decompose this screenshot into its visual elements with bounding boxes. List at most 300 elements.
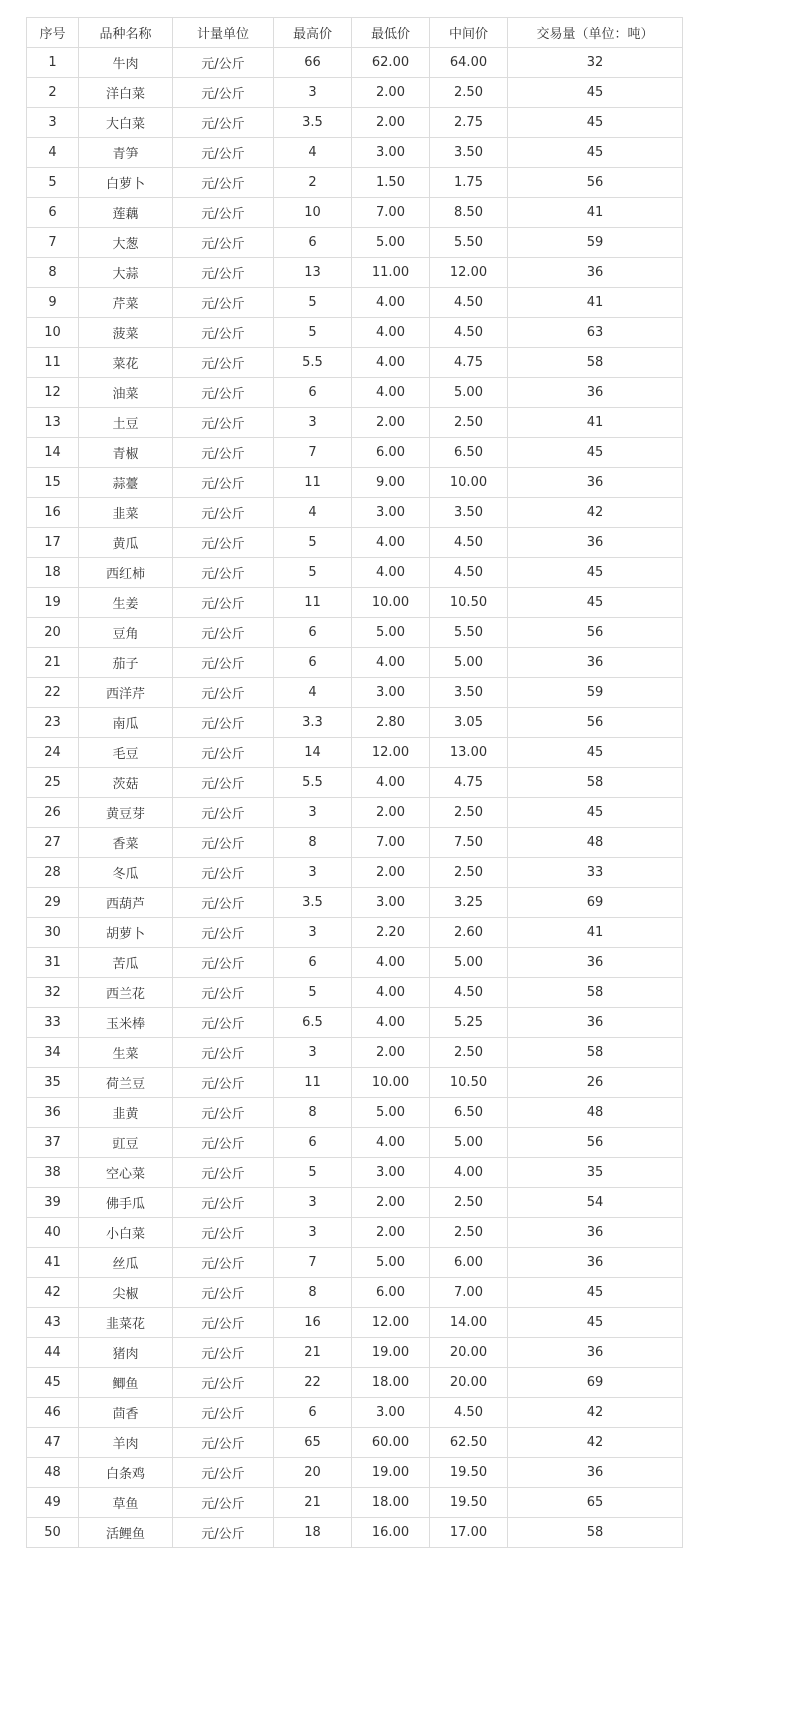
cell-index: 49 — [27, 1488, 79, 1518]
table-row — [27, 978, 683, 1008]
cell-index: 22 — [27, 678, 79, 708]
cell-middle-price: 12.00 — [430, 258, 508, 288]
cell-middle-price: 3.50 — [430, 138, 508, 168]
table-header — [27, 18, 683, 48]
cell-lowest-price: 60.00 — [352, 1428, 430, 1458]
cell-variety-name: 南瓜 — [79, 708, 173, 738]
cell-highest-price: 6 — [274, 1128, 352, 1158]
cell-trade-volume: 56 — [508, 708, 683, 738]
cell-highest-price: 6 — [274, 648, 352, 678]
cell-variety-name: 冬瓜 — [79, 858, 173, 888]
cell-variety-name: 空心菜 — [79, 1158, 173, 1188]
cell-middle-price: 20.00 — [430, 1338, 508, 1368]
cell-middle-price: 3.50 — [430, 678, 508, 708]
cell-unit: 元/公斤 — [173, 1038, 274, 1068]
cell-variety-name: 胡萝卜 — [79, 918, 173, 948]
cell-highest-price: 16 — [274, 1308, 352, 1338]
cell-highest-price: 5 — [274, 288, 352, 318]
cell-middle-price: 2.50 — [430, 1218, 508, 1248]
cell-highest-price: 20 — [274, 1458, 352, 1488]
cell-unit: 元/公斤 — [173, 618, 274, 648]
cell-trade-volume: 58 — [508, 1038, 683, 1068]
cell-highest-price: 3 — [274, 1038, 352, 1068]
cell-index: 24 — [27, 738, 79, 768]
cell-variety-name: 生姜 — [79, 588, 173, 618]
cell-index: 26 — [27, 798, 79, 828]
cell-lowest-price: 1.50 — [352, 168, 430, 198]
cell-middle-price: 4.75 — [430, 768, 508, 798]
cell-highest-price: 4 — [274, 678, 352, 708]
header-index: 序号 — [27, 18, 79, 48]
cell-trade-volume: 33 — [508, 858, 683, 888]
cell-lowest-price: 7.00 — [352, 828, 430, 858]
table-row — [27, 558, 683, 588]
cell-variety-name: 蒜薹 — [79, 468, 173, 498]
cell-unit: 元/公斤 — [173, 1068, 274, 1098]
table-row — [27, 438, 683, 468]
cell-middle-price: 2.50 — [430, 408, 508, 438]
cell-highest-price: 18 — [274, 1518, 352, 1548]
cell-index: 32 — [27, 978, 79, 1008]
cell-lowest-price: 7.00 — [352, 198, 430, 228]
cell-middle-price: 2.50 — [430, 858, 508, 888]
cell-unit: 元/公斤 — [173, 768, 274, 798]
cell-trade-volume: 45 — [508, 558, 683, 588]
cell-middle-price: 5.50 — [430, 618, 508, 648]
cell-trade-volume: 41 — [508, 408, 683, 438]
cell-unit: 元/公斤 — [173, 1218, 274, 1248]
cell-lowest-price: 4.00 — [352, 378, 430, 408]
table-row — [27, 168, 683, 198]
cell-trade-volume: 26 — [508, 1068, 683, 1098]
cell-lowest-price: 3.00 — [352, 1158, 430, 1188]
cell-index: 33 — [27, 1008, 79, 1038]
cell-variety-name: 小白菜 — [79, 1218, 173, 1248]
cell-lowest-price: 5.00 — [352, 1098, 430, 1128]
table-row — [27, 378, 683, 408]
cell-index: 27 — [27, 828, 79, 858]
cell-unit: 元/公斤 — [173, 558, 274, 588]
cell-variety-name: 大白菜 — [79, 108, 173, 138]
cell-trade-volume: 45 — [508, 78, 683, 108]
cell-lowest-price: 2.00 — [352, 798, 430, 828]
cell-middle-price: 2.50 — [430, 1188, 508, 1218]
cell-trade-volume: 45 — [508, 1278, 683, 1308]
cell-highest-price: 5 — [274, 558, 352, 588]
cell-lowest-price: 5.00 — [352, 618, 430, 648]
cell-middle-price: 19.50 — [430, 1458, 508, 1488]
cell-unit: 元/公斤 — [173, 948, 274, 978]
header-row — [27, 18, 683, 48]
cell-index: 37 — [27, 1128, 79, 1158]
cell-unit: 元/公斤 — [173, 1128, 274, 1158]
cell-middle-price: 5.00 — [430, 648, 508, 678]
table-row — [27, 258, 683, 288]
cell-index: 18 — [27, 558, 79, 588]
cell-lowest-price: 5.00 — [352, 1248, 430, 1278]
cell-lowest-price: 19.00 — [352, 1458, 430, 1488]
table-row — [27, 648, 683, 678]
cell-variety-name: 尖椒 — [79, 1278, 173, 1308]
cell-index: 6 — [27, 198, 79, 228]
cell-unit: 元/公斤 — [173, 528, 274, 558]
cell-highest-price: 3 — [274, 1188, 352, 1218]
header-lowest-price: 最低价 — [352, 18, 430, 48]
cell-trade-volume: 56 — [508, 168, 683, 198]
cell-unit: 元/公斤 — [173, 168, 274, 198]
table-row — [27, 108, 683, 138]
cell-variety-name: 猪肉 — [79, 1338, 173, 1368]
cell-index: 19 — [27, 588, 79, 618]
cell-lowest-price: 4.00 — [352, 1008, 430, 1038]
table-row — [27, 828, 683, 858]
table-row — [27, 48, 683, 78]
cell-lowest-price: 4.00 — [352, 948, 430, 978]
cell-middle-price: 1.75 — [430, 168, 508, 198]
cell-trade-volume: 58 — [508, 768, 683, 798]
cell-lowest-price: 4.00 — [352, 768, 430, 798]
cell-trade-volume: 36 — [508, 528, 683, 558]
cell-lowest-price: 3.00 — [352, 1398, 430, 1428]
table-row — [27, 1188, 683, 1218]
cell-highest-price: 8 — [274, 1278, 352, 1308]
cell-variety-name: 羊肉 — [79, 1428, 173, 1458]
cell-variety-name: 丝瓜 — [79, 1248, 173, 1278]
cell-trade-volume: 36 — [508, 378, 683, 408]
cell-trade-volume: 36 — [508, 258, 683, 288]
table-row — [27, 78, 683, 108]
cell-lowest-price: 10.00 — [352, 1068, 430, 1098]
cell-lowest-price: 2.00 — [352, 858, 430, 888]
cell-variety-name: 大蒜 — [79, 258, 173, 288]
cell-trade-volume: 54 — [508, 1188, 683, 1218]
cell-variety-name: 白萝卜 — [79, 168, 173, 198]
cell-index: 46 — [27, 1398, 79, 1428]
cell-lowest-price: 2.80 — [352, 708, 430, 738]
cell-middle-price: 2.50 — [430, 798, 508, 828]
cell-highest-price: 5 — [274, 978, 352, 1008]
cell-index: 21 — [27, 648, 79, 678]
header-trade-volume: 交易量（单位：吨） — [508, 18, 683, 48]
cell-lowest-price: 4.00 — [352, 318, 430, 348]
cell-unit: 元/公斤 — [173, 78, 274, 108]
cell-lowest-price: 19.00 — [352, 1338, 430, 1368]
table-row — [27, 918, 683, 948]
cell-trade-volume: 59 — [508, 678, 683, 708]
cell-highest-price: 6 — [274, 948, 352, 978]
cell-variety-name: 草鱼 — [79, 1488, 173, 1518]
cell-highest-price: 21 — [274, 1338, 352, 1368]
cell-index: 14 — [27, 438, 79, 468]
table-row — [27, 768, 683, 798]
cell-unit: 元/公斤 — [173, 468, 274, 498]
cell-highest-price: 6 — [274, 378, 352, 408]
cell-lowest-price: 12.00 — [352, 1308, 430, 1338]
table-row — [27, 468, 683, 498]
cell-trade-volume: 48 — [508, 1098, 683, 1128]
cell-index: 42 — [27, 1278, 79, 1308]
cell-lowest-price: 2.00 — [352, 78, 430, 108]
cell-middle-price: 13.00 — [430, 738, 508, 768]
cell-highest-price: 5 — [274, 1158, 352, 1188]
header-variety-name: 品种名称 — [79, 18, 173, 48]
cell-lowest-price: 2.20 — [352, 918, 430, 948]
table-row — [27, 1458, 683, 1488]
cell-unit: 元/公斤 — [173, 318, 274, 348]
cell-unit: 元/公斤 — [173, 888, 274, 918]
cell-variety-name: 土豆 — [79, 408, 173, 438]
cell-trade-volume: 45 — [508, 108, 683, 138]
cell-trade-volume: 56 — [508, 1128, 683, 1158]
cell-lowest-price: 4.00 — [352, 648, 430, 678]
cell-lowest-price: 10.00 — [352, 588, 430, 618]
cell-unit: 元/公斤 — [173, 918, 274, 948]
cell-lowest-price: 2.00 — [352, 1188, 430, 1218]
table-row — [27, 288, 683, 318]
table-row — [27, 1308, 683, 1338]
table-row — [27, 708, 683, 738]
cell-unit: 元/公斤 — [173, 798, 274, 828]
cell-index: 9 — [27, 288, 79, 318]
cell-unit: 元/公斤 — [173, 648, 274, 678]
cell-unit: 元/公斤 — [173, 378, 274, 408]
cell-middle-price: 5.00 — [430, 378, 508, 408]
cell-unit: 元/公斤 — [173, 1188, 274, 1218]
table-row — [27, 1518, 683, 1548]
cell-index: 20 — [27, 618, 79, 648]
cell-variety-name: 菠菜 — [79, 318, 173, 348]
table-row — [27, 348, 683, 378]
cell-middle-price: 4.75 — [430, 348, 508, 378]
cell-variety-name: 大葱 — [79, 228, 173, 258]
price-table — [26, 17, 683, 1548]
table-row — [27, 1218, 683, 1248]
cell-lowest-price: 4.00 — [352, 288, 430, 318]
cell-middle-price: 20.00 — [430, 1368, 508, 1398]
cell-variety-name: 西葫芦 — [79, 888, 173, 918]
cell-unit: 元/公斤 — [173, 828, 274, 858]
cell-trade-volume: 69 — [508, 888, 683, 918]
cell-index: 29 — [27, 888, 79, 918]
cell-highest-price: 11 — [274, 1068, 352, 1098]
cell-middle-price: 5.00 — [430, 1128, 508, 1158]
cell-variety-name: 生菜 — [79, 1038, 173, 1068]
cell-lowest-price: 4.00 — [352, 978, 430, 1008]
table-row — [27, 948, 683, 978]
cell-middle-price: 10.50 — [430, 1068, 508, 1098]
cell-index: 12 — [27, 378, 79, 408]
cell-middle-price: 4.00 — [430, 1158, 508, 1188]
cell-index: 15 — [27, 468, 79, 498]
price-table-container — [26, 17, 682, 1548]
cell-index: 31 — [27, 948, 79, 978]
table-row — [27, 678, 683, 708]
cell-index: 50 — [27, 1518, 79, 1548]
cell-lowest-price: 3.00 — [352, 498, 430, 528]
cell-variety-name: 豇豆 — [79, 1128, 173, 1158]
cell-highest-price: 14 — [274, 738, 352, 768]
cell-index: 7 — [27, 228, 79, 258]
cell-trade-volume: 42 — [508, 498, 683, 528]
cell-variety-name: 茄子 — [79, 648, 173, 678]
cell-trade-volume: 32 — [508, 48, 683, 78]
cell-index: 5 — [27, 168, 79, 198]
cell-middle-price: 64.00 — [430, 48, 508, 78]
cell-highest-price: 3 — [274, 408, 352, 438]
cell-unit: 元/公斤 — [173, 678, 274, 708]
table-row — [27, 798, 683, 828]
table-row — [27, 1368, 683, 1398]
cell-lowest-price: 2.00 — [352, 1218, 430, 1248]
table-row — [27, 1038, 683, 1068]
cell-highest-price: 8 — [274, 1098, 352, 1128]
cell-variety-name: 黄豆芽 — [79, 798, 173, 828]
cell-highest-price: 4 — [274, 498, 352, 528]
cell-unit: 元/公斤 — [173, 348, 274, 378]
table-row — [27, 1128, 683, 1158]
cell-trade-volume: 48 — [508, 828, 683, 858]
cell-index: 44 — [27, 1338, 79, 1368]
cell-unit: 元/公斤 — [173, 1008, 274, 1038]
cell-index: 47 — [27, 1428, 79, 1458]
cell-trade-volume: 42 — [508, 1428, 683, 1458]
cell-variety-name: 油菜 — [79, 378, 173, 408]
cell-lowest-price: 4.00 — [352, 1128, 430, 1158]
cell-middle-price: 5.00 — [430, 948, 508, 978]
cell-index: 35 — [27, 1068, 79, 1098]
cell-highest-price: 6 — [274, 618, 352, 648]
table-row — [27, 618, 683, 648]
cell-lowest-price: 4.00 — [352, 558, 430, 588]
table-row — [27, 198, 683, 228]
cell-index: 30 — [27, 918, 79, 948]
header-highest-price: 最高价 — [274, 18, 352, 48]
cell-middle-price: 17.00 — [430, 1518, 508, 1548]
cell-unit: 元/公斤 — [173, 438, 274, 468]
cell-middle-price: 19.50 — [430, 1488, 508, 1518]
cell-trade-volume: 58 — [508, 978, 683, 1008]
table-row — [27, 888, 683, 918]
cell-trade-volume: 69 — [508, 1368, 683, 1398]
cell-unit: 元/公斤 — [173, 1158, 274, 1188]
table-body — [27, 48, 683, 1548]
cell-trade-volume: 58 — [508, 1518, 683, 1548]
cell-lowest-price: 6.00 — [352, 438, 430, 468]
cell-middle-price: 4.50 — [430, 978, 508, 1008]
cell-variety-name: 鲫鱼 — [79, 1368, 173, 1398]
cell-unit: 元/公斤 — [173, 708, 274, 738]
cell-unit: 元/公斤 — [173, 1278, 274, 1308]
cell-middle-price: 14.00 — [430, 1308, 508, 1338]
cell-trade-volume: 36 — [508, 468, 683, 498]
cell-unit: 元/公斤 — [173, 498, 274, 528]
cell-variety-name: 韭菜 — [79, 498, 173, 528]
table-row — [27, 1428, 683, 1458]
cell-index: 25 — [27, 768, 79, 798]
cell-index: 13 — [27, 408, 79, 438]
cell-variety-name: 青笋 — [79, 138, 173, 168]
cell-highest-price: 11 — [274, 468, 352, 498]
cell-highest-price: 66 — [274, 48, 352, 78]
cell-unit: 元/公斤 — [173, 258, 274, 288]
cell-highest-price: 3 — [274, 798, 352, 828]
cell-variety-name: 洋白菜 — [79, 78, 173, 108]
cell-index: 36 — [27, 1098, 79, 1128]
table-row — [27, 1068, 683, 1098]
cell-highest-price: 22 — [274, 1368, 352, 1398]
cell-variety-name: 活鲤鱼 — [79, 1518, 173, 1548]
cell-lowest-price: 6.00 — [352, 1278, 430, 1308]
cell-unit: 元/公斤 — [173, 1098, 274, 1128]
cell-lowest-price: 62.00 — [352, 48, 430, 78]
cell-index: 23 — [27, 708, 79, 738]
cell-index: 45 — [27, 1368, 79, 1398]
cell-middle-price: 4.50 — [430, 318, 508, 348]
cell-highest-price: 3.5 — [274, 108, 352, 138]
cell-variety-name: 玉米棒 — [79, 1008, 173, 1038]
cell-variety-name: 韭黄 — [79, 1098, 173, 1128]
cell-index: 41 — [27, 1248, 79, 1278]
cell-unit: 元/公斤 — [173, 1458, 274, 1488]
cell-index: 17 — [27, 528, 79, 558]
table-row — [27, 1278, 683, 1308]
cell-highest-price: 11 — [274, 588, 352, 618]
cell-middle-price: 10.50 — [430, 588, 508, 618]
cell-trade-volume: 36 — [508, 648, 683, 678]
cell-highest-price: 7 — [274, 438, 352, 468]
header-middle-price: 中间价 — [430, 18, 508, 48]
table-row — [27, 1488, 683, 1518]
cell-middle-price: 6.50 — [430, 1098, 508, 1128]
cell-trade-volume: 56 — [508, 618, 683, 648]
cell-trade-volume: 45 — [508, 738, 683, 768]
cell-index: 38 — [27, 1158, 79, 1188]
cell-index: 28 — [27, 858, 79, 888]
cell-trade-volume: 45 — [508, 588, 683, 618]
cell-variety-name: 毛豆 — [79, 738, 173, 768]
cell-lowest-price: 11.00 — [352, 258, 430, 288]
cell-unit: 元/公斤 — [173, 228, 274, 258]
table-row — [27, 1098, 683, 1128]
cell-middle-price: 7.50 — [430, 828, 508, 858]
cell-highest-price: 6 — [274, 228, 352, 258]
table-row — [27, 528, 683, 558]
cell-trade-volume: 36 — [508, 1338, 683, 1368]
cell-lowest-price: 4.00 — [352, 348, 430, 378]
cell-trade-volume: 35 — [508, 1158, 683, 1188]
cell-highest-price: 13 — [274, 258, 352, 288]
cell-lowest-price: 18.00 — [352, 1368, 430, 1398]
table-row — [27, 858, 683, 888]
cell-unit: 元/公斤 — [173, 108, 274, 138]
cell-middle-price: 3.50 — [430, 498, 508, 528]
cell-trade-volume: 45 — [508, 1308, 683, 1338]
cell-unit: 元/公斤 — [173, 408, 274, 438]
cell-trade-volume: 36 — [508, 1008, 683, 1038]
cell-variety-name: 西洋芹 — [79, 678, 173, 708]
cell-trade-volume: 36 — [508, 1458, 683, 1488]
cell-index: 4 — [27, 138, 79, 168]
cell-variety-name: 牛肉 — [79, 48, 173, 78]
cell-middle-price: 5.50 — [430, 228, 508, 258]
cell-middle-price: 6.00 — [430, 1248, 508, 1278]
cell-middle-price: 4.50 — [430, 528, 508, 558]
cell-middle-price: 2.50 — [430, 78, 508, 108]
cell-lowest-price: 3.00 — [352, 138, 430, 168]
table-row — [27, 318, 683, 348]
cell-highest-price: 10 — [274, 198, 352, 228]
cell-trade-volume: 41 — [508, 288, 683, 318]
